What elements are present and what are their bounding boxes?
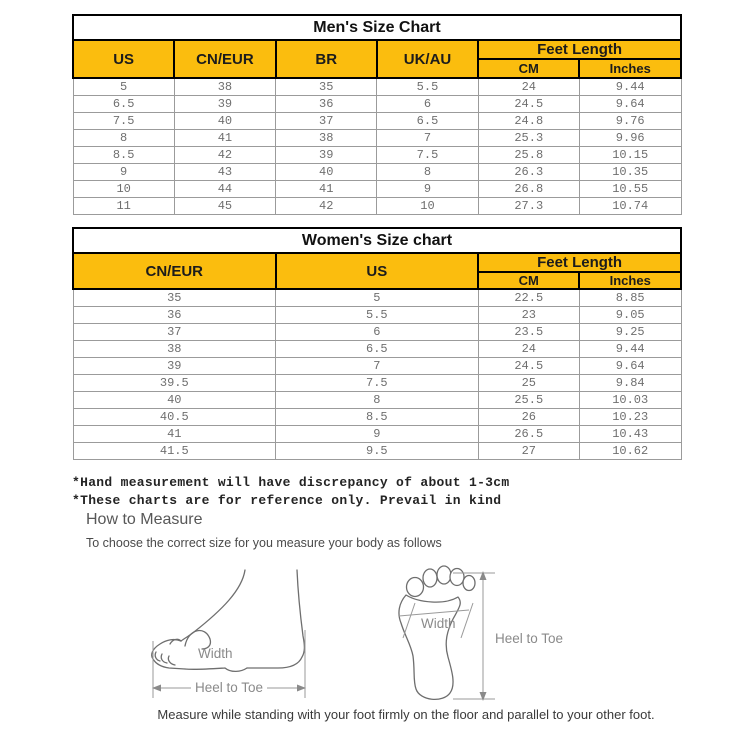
table-cell: 7 bbox=[377, 130, 478, 147]
note-measurement-discrepancy: *Hand measurement will have discrepancy of about 1-3cm bbox=[72, 475, 510, 490]
table-cell: 6.5 bbox=[276, 341, 479, 358]
table-cell: 9.84 bbox=[579, 375, 681, 392]
table-cell: 10.03 bbox=[579, 392, 681, 409]
table-cell: 9.64 bbox=[579, 96, 681, 113]
table-cell: 9.44 bbox=[579, 341, 681, 358]
table-cell: 5 bbox=[73, 78, 174, 96]
arrowhead-down-icon bbox=[480, 692, 487, 701]
table-cell: 6.5 bbox=[377, 113, 478, 130]
table-cell: 7 bbox=[276, 358, 479, 375]
side-foot-instep-line bbox=[181, 570, 245, 641]
table-cell: 6.5 bbox=[73, 96, 174, 113]
womens-size-table bbox=[72, 227, 682, 460]
table-cell: 45 bbox=[174, 198, 275, 215]
table-cell: 9 bbox=[377, 181, 478, 198]
table-cell: 10.62 bbox=[579, 443, 681, 460]
table-cell: 5 bbox=[276, 289, 479, 307]
how-to-measure-heading: How to Measure bbox=[86, 511, 203, 528]
table-cell: 10 bbox=[377, 198, 478, 215]
table-cell: 9.44 bbox=[579, 78, 681, 96]
table-cell: 9 bbox=[276, 426, 479, 443]
side-heel-to-toe-label: Heel to Toe bbox=[194, 680, 264, 695]
table-cell: 5.5 bbox=[377, 78, 478, 96]
table-cell: 9.96 bbox=[579, 130, 681, 147]
table-cell: 40 bbox=[276, 164, 377, 181]
mens-table-body bbox=[73, 78, 681, 215]
table-cell: 38 bbox=[174, 78, 275, 96]
table-cell: 24.8 bbox=[478, 113, 579, 130]
table-cell: 25 bbox=[478, 375, 579, 392]
table-cell: 9.05 bbox=[579, 307, 681, 324]
side-foot-toes-outline bbox=[152, 640, 185, 669]
measuring-instruction-caption: Measure while standing with your foot firmly on the floor and parallel to your other foot. bbox=[157, 707, 655, 722]
table-cell: 26.5 bbox=[478, 426, 579, 443]
table-cell: 40 bbox=[174, 113, 275, 130]
table-cell: 25.3 bbox=[478, 130, 579, 147]
column-header-cm: CM bbox=[478, 59, 579, 78]
column-header-uk-au: UK/AU bbox=[377, 40, 478, 78]
mens-size-table bbox=[72, 14, 682, 215]
table-row bbox=[73, 181, 681, 198]
table-cell: 8.5 bbox=[73, 147, 174, 164]
table-cell: 24.5 bbox=[478, 96, 579, 113]
how-to-measure-subheading: To choose the correct size for you measure your body as follows bbox=[86, 536, 442, 550]
table-row bbox=[73, 147, 681, 164]
womens-table-body bbox=[73, 289, 681, 460]
table-cell: 43 bbox=[174, 164, 275, 181]
table-cell: 8 bbox=[276, 392, 479, 409]
womens-table-title-row bbox=[73, 228, 681, 253]
table-cell: 26 bbox=[478, 409, 579, 426]
table-row bbox=[73, 113, 681, 130]
table-cell: 25.8 bbox=[478, 147, 579, 164]
table-row bbox=[73, 164, 681, 181]
table-cell: 10.15 bbox=[579, 147, 681, 164]
table-cell: 9.5 bbox=[276, 443, 479, 460]
table-cell: 25.5 bbox=[478, 392, 579, 409]
column-header-br: BR bbox=[276, 40, 377, 78]
side-width-label: Width bbox=[198, 646, 233, 661]
table-cell: 10.55 bbox=[579, 181, 681, 198]
table-cell: 41 bbox=[276, 181, 377, 198]
table-row bbox=[73, 130, 681, 147]
column-header-cm: CM bbox=[478, 272, 579, 289]
column-header-cn-eur: CN/EUR bbox=[73, 253, 276, 289]
table-cell: 9.64 bbox=[579, 358, 681, 375]
table-row bbox=[73, 78, 681, 96]
table-cell: 38 bbox=[73, 341, 276, 358]
table-row bbox=[73, 392, 681, 409]
note-reference-only: *These charts are for reference only. Prevail in kind bbox=[72, 493, 502, 508]
table-cell: 10.35 bbox=[579, 164, 681, 181]
table-cell: 36 bbox=[276, 96, 377, 113]
column-header-inches: Inches bbox=[579, 59, 681, 78]
table-cell: 39 bbox=[174, 96, 275, 113]
table-cell: 39 bbox=[276, 147, 377, 164]
side-foot-sole-line bbox=[185, 668, 247, 671]
table-cell: 27.3 bbox=[478, 198, 579, 215]
table-row bbox=[73, 426, 681, 443]
table-row bbox=[73, 324, 681, 341]
table-cell: 8.85 bbox=[579, 289, 681, 307]
sole-outline bbox=[399, 595, 460, 699]
column-header-cn-eur: CN/EUR bbox=[174, 40, 275, 78]
table-cell: 24 bbox=[478, 78, 579, 96]
table-cell: 8 bbox=[73, 130, 174, 147]
table-cell: 10.23 bbox=[579, 409, 681, 426]
mens-table-title-row bbox=[73, 15, 681, 40]
table-cell: 40.5 bbox=[73, 409, 276, 426]
table-cell: 42 bbox=[174, 147, 275, 164]
table-cell: 7.5 bbox=[377, 147, 478, 164]
table-cell: 27 bbox=[478, 443, 579, 460]
table-cell: 9.25 bbox=[579, 324, 681, 341]
table-cell: 41 bbox=[73, 426, 276, 443]
column-header-us: US bbox=[276, 253, 479, 289]
womens-table-header-row bbox=[73, 253, 681, 272]
table-cell: 42 bbox=[276, 198, 377, 215]
sole-width-label: Width bbox=[421, 616, 456, 631]
mens-table-title: Men's Size Chart bbox=[73, 15, 681, 40]
arrowhead-up-icon bbox=[480, 571, 487, 580]
table-cell: 7.5 bbox=[73, 113, 174, 130]
table-cell: 26.8 bbox=[478, 181, 579, 198]
table-row bbox=[73, 409, 681, 426]
table-cell: 35 bbox=[276, 78, 377, 96]
column-header-feet-length: Feet Length bbox=[478, 40, 681, 59]
womens-table-title: Women's Size chart bbox=[73, 228, 681, 253]
table-cell: 10.43 bbox=[579, 426, 681, 443]
table-cell: 41 bbox=[174, 130, 275, 147]
table-cell: 6 bbox=[377, 96, 478, 113]
table-cell: 22.5 bbox=[478, 289, 579, 307]
table-cell: 9 bbox=[73, 164, 174, 181]
table-cell: 41.5 bbox=[73, 443, 276, 460]
column-header-inches: Inches bbox=[579, 272, 681, 289]
third-toe bbox=[437, 566, 451, 584]
table-row bbox=[73, 375, 681, 392]
table-cell: 26.3 bbox=[478, 164, 579, 181]
side-foot-heel-line bbox=[247, 570, 304, 668]
table-cell: 39.5 bbox=[73, 375, 276, 392]
table-cell: 24.5 bbox=[478, 358, 579, 375]
table-cell: 37 bbox=[276, 113, 377, 130]
table-row bbox=[73, 198, 681, 215]
table-cell: 24 bbox=[478, 341, 579, 358]
table-cell: 38 bbox=[276, 130, 377, 147]
column-header-us: US bbox=[73, 40, 174, 78]
table-cell: 23.5 bbox=[478, 324, 579, 341]
table-cell: 10 bbox=[73, 181, 174, 198]
disclaimer-notes bbox=[72, 474, 509, 510]
table-cell: 35 bbox=[73, 289, 276, 307]
table-row bbox=[73, 358, 681, 375]
fourth-toe bbox=[450, 569, 464, 586]
table-cell: 11 bbox=[73, 198, 174, 215]
table-row bbox=[73, 96, 681, 113]
table-row bbox=[73, 443, 681, 460]
table-cell: 44 bbox=[174, 181, 275, 198]
table-cell: 36 bbox=[73, 307, 276, 324]
table-cell: 8.5 bbox=[276, 409, 479, 426]
table-cell: 23 bbox=[478, 307, 579, 324]
table-cell: 5.5 bbox=[276, 307, 479, 324]
table-row bbox=[73, 307, 681, 324]
mens-table-header-row bbox=[73, 40, 681, 59]
sole-heel-to-toe-label: Heel to Toe bbox=[495, 631, 564, 646]
table-row bbox=[73, 289, 681, 307]
second-toe bbox=[423, 569, 437, 587]
table-cell: 10.74 bbox=[579, 198, 681, 215]
table-row bbox=[73, 341, 681, 358]
table-cell: 7.5 bbox=[276, 375, 479, 392]
table-cell: 9.76 bbox=[579, 113, 681, 130]
table-cell: 39 bbox=[73, 358, 276, 375]
sole-measure-ticks bbox=[453, 573, 495, 699]
big-toe bbox=[407, 578, 424, 597]
side-foot-sketch bbox=[148, 558, 388, 706]
table-cell: 40 bbox=[73, 392, 276, 409]
sole-foot-sketch bbox=[395, 553, 615, 721]
table-cell: 37 bbox=[73, 324, 276, 341]
table-cell: 6 bbox=[276, 324, 479, 341]
column-header-feet-length: Feet Length bbox=[478, 253, 681, 272]
side-foot-toe-curls bbox=[155, 652, 175, 665]
pinky-toe bbox=[463, 576, 475, 591]
table-cell: 8 bbox=[377, 164, 478, 181]
